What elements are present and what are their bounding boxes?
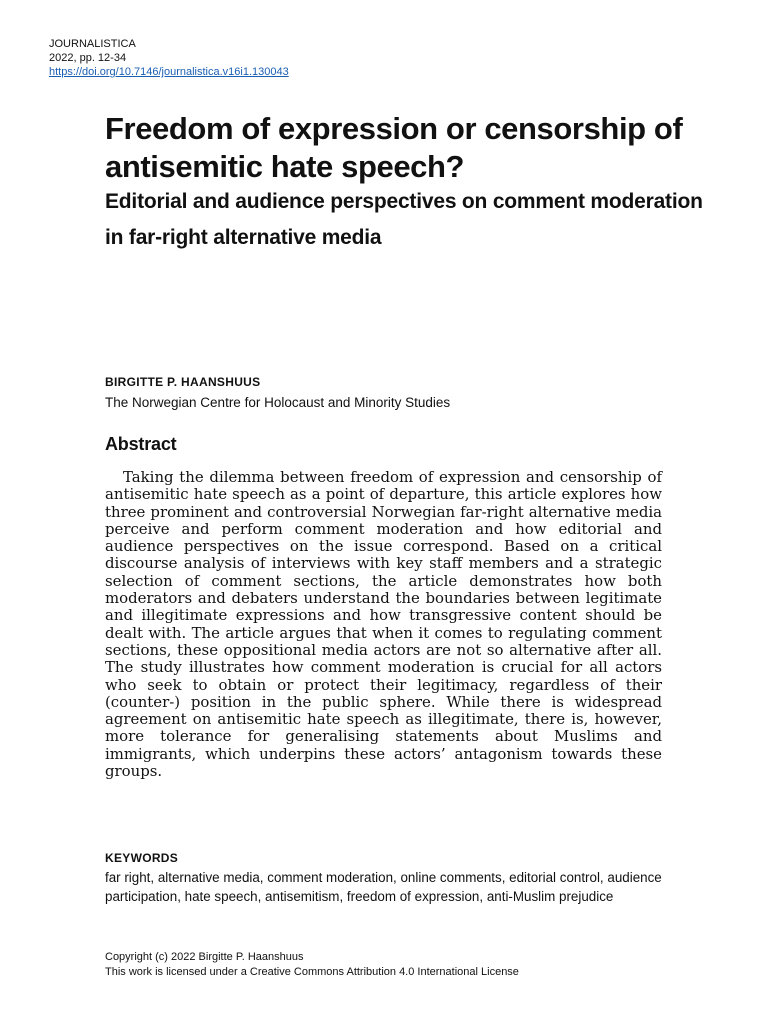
license-notice: This work is licensed under a Creative Commons Attribution 4.0 International License (105, 966, 519, 978)
journal-header (49, 37, 289, 79)
title-block (105, 110, 705, 256)
abstract-heading: Abstract (105, 434, 177, 454)
footer (105, 950, 705, 980)
keywords-text: far right, alternative media, comment moderation, online comments, editorial control, audience participation, hate speech, antisemitism, freedom of expression, anti-Muslim prejudice (105, 870, 662, 904)
article-title: Freedom of expression or censorship of antisemitic hate speech? (105, 111, 683, 184)
copyright-notice: Copyright (c) 2022 Birgitte P. Haanshuus (105, 951, 304, 963)
journal-name: JOURNALISTICA (49, 38, 136, 50)
keywords-heading: KEYWORDS (105, 851, 179, 865)
author-affiliation: The Norwegian Centre for Holocaust and Minority Studies (105, 395, 451, 410)
keywords-block (105, 850, 665, 906)
article-subtitle: Editorial and audience perspectives on comment moderation in far-right alternative media (105, 190, 703, 249)
doi-link[interactable]: https://doi.org/10.7146/journalistica.v16i1.130043 (49, 66, 289, 78)
abstract-text: Taking the dilemma between freedom of expression and censorship of antisemitic hate speech as a point of departure, this article explores how three prominent and controversial Norwegian far-right alternative media perceive and perform comment moderation and how editorial and audience perspectives on the issue correspond. Based on a critical discourse analysis of interviews with key staff members and a strategic selection of comment sections, the article demonstrates how both moderators and debaters understand the boundaries between legitimate and illegitimate expressions and how transgressive content should be dealt with. The article argues that when it comes to regulating comment sections, these oppositional media actors are not so alternative after all. The study illustrates how comment moderation is crucial for all actors who seek to obtain or protect their legitimacy, regardless of their (counter-) position in the public sphere. While there is widespread agreement on antisemitic hate speech as illegitimate, there is, however, more tolerance for generalising statements about Muslims and immigrants, which underpins these actors’ antagonism towards these groups. (105, 468, 662, 781)
author-name: BIRGITTE P. HAANSHUUS (105, 375, 261, 389)
author-block (105, 374, 685, 412)
journal-pages: 2022, pp. 12-34 (49, 52, 127, 64)
